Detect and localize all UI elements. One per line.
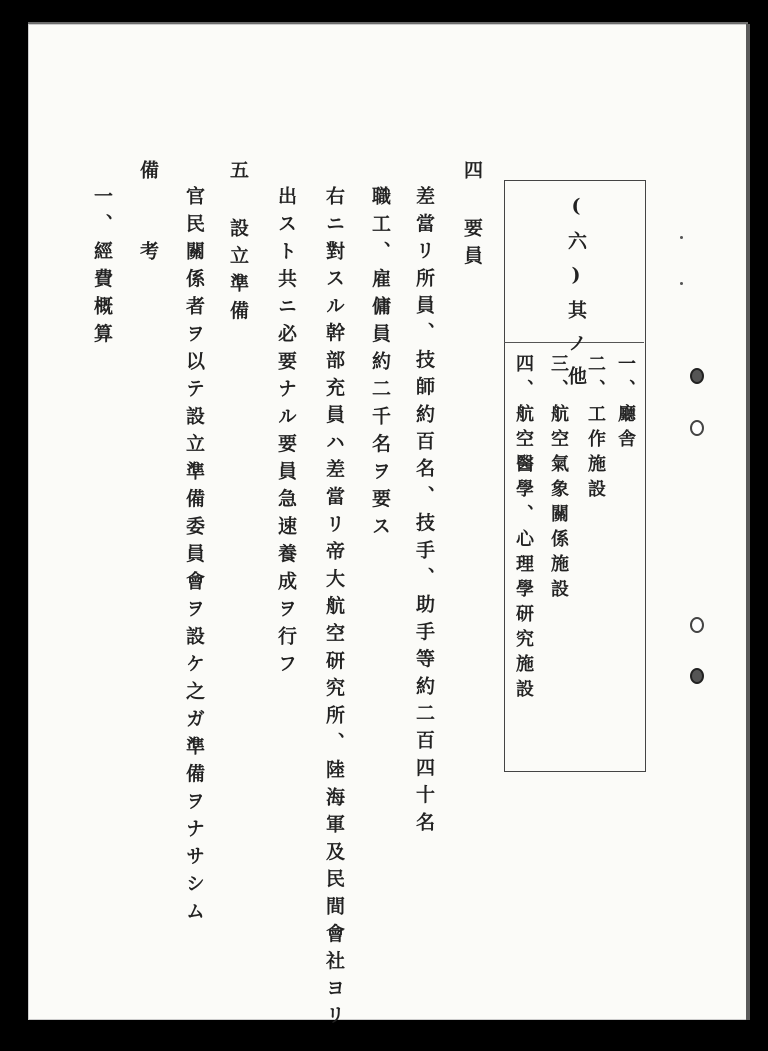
other-item-2: 二、工作施設 [585,354,606,504]
preparation-line-1: 官民關係者ヲ以テ設立準備委員會ヲ設ケ之ガ準備ヲナサシム [183,186,205,929]
staffing-line-4: 出スト共ニ必要ナル要員急速養成ヲ行フ [275,186,297,681]
binding-hole [690,420,704,436]
section-five-heading: 五 設立準備 [227,160,249,328]
binding-hole [690,617,704,633]
staffing-line-1: 差當リ所員、技師約百名、技手、助手等約二百四十名 [413,186,435,839]
staffing-line-3: 右ニ對スル幹部充員ハ差當リ帝大航空研究所、陸海軍及民間會社ヨリ [323,186,345,1033]
remarks-heading: 備 考 [137,160,159,280]
other-item-3: 三、航空氣象關係施設 [548,354,569,604]
other-item-4: 四、航空醫學、心理學研究施設 [513,354,534,704]
remarks-item-1: 一、經費概算 [91,186,113,351]
scan-speck [680,282,683,285]
other-section-title: (六)其ノ他 [565,195,587,399]
staffing-line-2: 職工、雇傭員約二千名ヲ要ス [369,186,391,544]
binding-hole [690,368,704,384]
other-item-1: 一、廳舎 [615,354,636,454]
scan-right-edge [746,24,750,1020]
binding-hole [690,668,704,684]
section-four-heading: 四 要員 [461,160,483,273]
scan-speck [680,236,683,239]
